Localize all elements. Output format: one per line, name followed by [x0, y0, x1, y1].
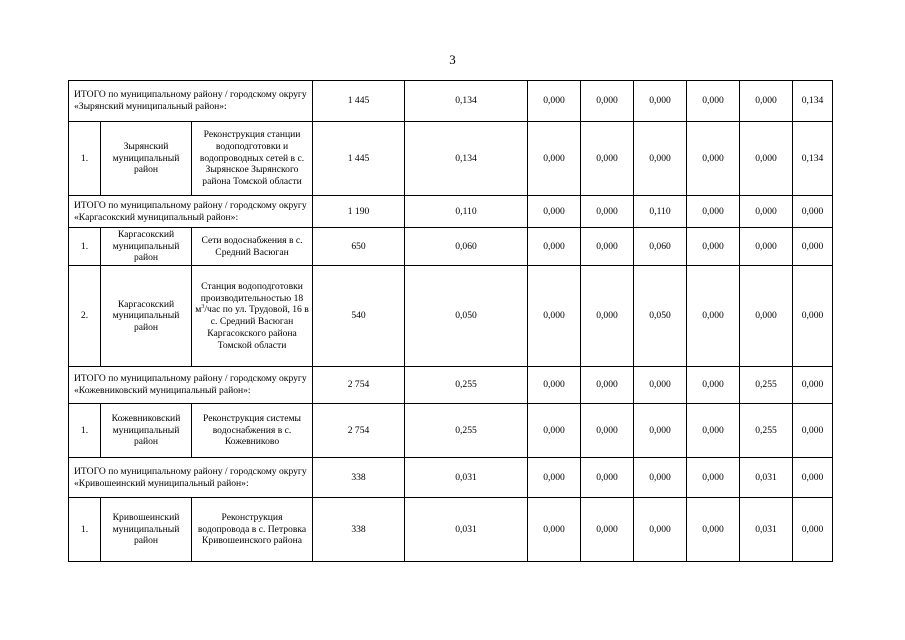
value-cell: 0,000: [740, 122, 793, 196]
value-cell: 0,000: [581, 498, 634, 562]
value-cell: 0,000: [687, 81, 740, 122]
value-cell: 0,000: [634, 122, 687, 196]
value-cell: 0,000: [793, 404, 833, 458]
value-cell: 0,000: [581, 367, 634, 404]
value-cell: 0,031: [405, 458, 528, 498]
value-cell: 0,000: [634, 458, 687, 498]
table-row: [69, 228, 833, 266]
value-cell: 0,000: [528, 458, 581, 498]
data-table: [68, 80, 833, 562]
value-cell: 0,110: [634, 196, 687, 228]
value-cell: 0,060: [405, 228, 528, 266]
value-cell: 0,031: [740, 498, 793, 562]
table-row: [69, 498, 833, 562]
object-name: Реконструкция системы водоснабжения в с. Кожевниково: [192, 404, 313, 458]
value-cell: 0,000: [687, 196, 740, 228]
value-cell: 0,000: [634, 404, 687, 458]
total-label: ИТОГО по муниципальному району / городскому округу «Каргасокский муниципальный район»:: [69, 196, 313, 228]
superscript-unit: 3: [201, 304, 205, 311]
capacity-cell: 650: [313, 228, 405, 266]
value-cell: 0,000: [793, 228, 833, 266]
total-label: ИТОГО по муниципальному району / городскому округу «Кожевниковский муниципальный район»:: [69, 367, 313, 404]
value-cell: 0,255: [405, 367, 528, 404]
value-cell: 0,000: [528, 122, 581, 196]
value-cell: 0,000: [634, 367, 687, 404]
value-cell: 0,134: [405, 81, 528, 122]
row-number: 1.: [69, 404, 101, 458]
value-cell: 0,255: [405, 404, 528, 458]
value-cell: 0,031: [740, 458, 793, 498]
value-cell: 0,000: [581, 81, 634, 122]
value-cell: 0,110: [405, 196, 528, 228]
value-cell: 0,000: [793, 498, 833, 562]
value-cell: 0,000: [634, 81, 687, 122]
value-cell: 0,000: [687, 228, 740, 266]
capacity-cell: 1 445: [313, 81, 405, 122]
value-cell: 0,000: [793, 458, 833, 498]
district-name: Каргасокский муниципальный район: [101, 266, 192, 367]
capacity-cell: 2 754: [313, 367, 405, 404]
value-cell: 0,000: [528, 228, 581, 266]
capacity-cell: 338: [313, 458, 405, 498]
value-cell: 0,000: [687, 498, 740, 562]
value-cell: 0,255: [740, 367, 793, 404]
object-name: [192, 266, 313, 367]
value-cell: 0,050: [634, 266, 687, 367]
value-cell: 0,000: [793, 266, 833, 367]
value-cell: 0,000: [581, 196, 634, 228]
value-cell: 0,000: [528, 81, 581, 122]
value-cell: 0,000: [740, 81, 793, 122]
value-cell: 0,000: [687, 122, 740, 196]
value-cell: 0,134: [793, 81, 833, 122]
table-row-total: [69, 196, 833, 228]
value-cell: 0,000: [687, 367, 740, 404]
table-row-total: [69, 367, 833, 404]
district-name: Каргасокский муниципальный район: [101, 228, 192, 266]
row-number: 1.: [69, 498, 101, 562]
district-name: Зырянский муниципальный район: [101, 122, 192, 196]
value-cell: 0,050: [405, 266, 528, 367]
capacity-cell: 2 754: [313, 404, 405, 458]
value-cell: 0,000: [740, 266, 793, 367]
object-name: Реконструкция станции водоподготовки и водопроводных сетей в с. Зырянское Зырянского района Томской области: [192, 122, 313, 196]
value-cell: 0,000: [528, 367, 581, 404]
object-name-part: Станция водоподготовки производительностью 18 м: [195, 281, 304, 316]
value-cell: 0,000: [687, 404, 740, 458]
district-name: Кожевниковский муниципальный район: [101, 404, 192, 458]
table-row-total: [69, 81, 833, 122]
value-cell: 0,000: [740, 228, 793, 266]
table-row: [69, 122, 833, 196]
capacity-cell: 1 190: [313, 196, 405, 228]
value-cell: 0,134: [793, 122, 833, 196]
value-cell: 0,134: [405, 122, 528, 196]
value-cell: 0,000: [581, 458, 634, 498]
capacity-cell: 1 445: [313, 122, 405, 196]
table-row: [69, 404, 833, 458]
total-label: ИТОГО по муниципальному району / городскому округу «Зырянский муниципальный район»:: [69, 81, 313, 122]
value-cell: 0,000: [581, 404, 634, 458]
value-cell: 0,255: [740, 404, 793, 458]
value-cell: 0,000: [581, 122, 634, 196]
value-cell: 0,060: [634, 228, 687, 266]
table-row-total: [69, 458, 833, 498]
object-name: Реконструкция водопровода в с. Петровка Кривошеинского района: [192, 498, 313, 562]
page-number: 3: [449, 52, 456, 67]
capacity-cell: 540: [313, 266, 405, 367]
district-name: Кривошеинский муниципальный район: [101, 498, 192, 562]
value-cell: 0,000: [581, 228, 634, 266]
row-number: 1.: [69, 122, 101, 196]
value-cell: 0,000: [793, 196, 833, 228]
value-cell: 0,031: [405, 498, 528, 562]
value-cell: 0,000: [528, 404, 581, 458]
row-number: 1.: [69, 228, 101, 266]
value-cell: 0,000: [528, 498, 581, 562]
value-cell: 0,000: [528, 196, 581, 228]
table-row: [69, 266, 833, 367]
value-cell: 0,000: [528, 266, 581, 367]
value-cell: 0,000: [687, 266, 740, 367]
total-label: ИТОГО по муниципальному району / городскому округу «Кривошеинский муниципальный район»:: [69, 458, 313, 498]
value-cell: 0,000: [634, 498, 687, 562]
object-name-part: /час по ул. Трудовой, 16 в с. Средний Васюган Каргасокского района Томской области: [204, 304, 309, 351]
object-name: Сети водоснабжения в с. Средний Васюган: [192, 228, 313, 266]
capacity-cell: 338: [313, 498, 405, 562]
value-cell: 0,000: [581, 266, 634, 367]
row-number: 2.: [69, 266, 101, 367]
value-cell: 0,000: [793, 367, 833, 404]
value-cell: 0,000: [740, 196, 793, 228]
value-cell: 0,000: [687, 458, 740, 498]
